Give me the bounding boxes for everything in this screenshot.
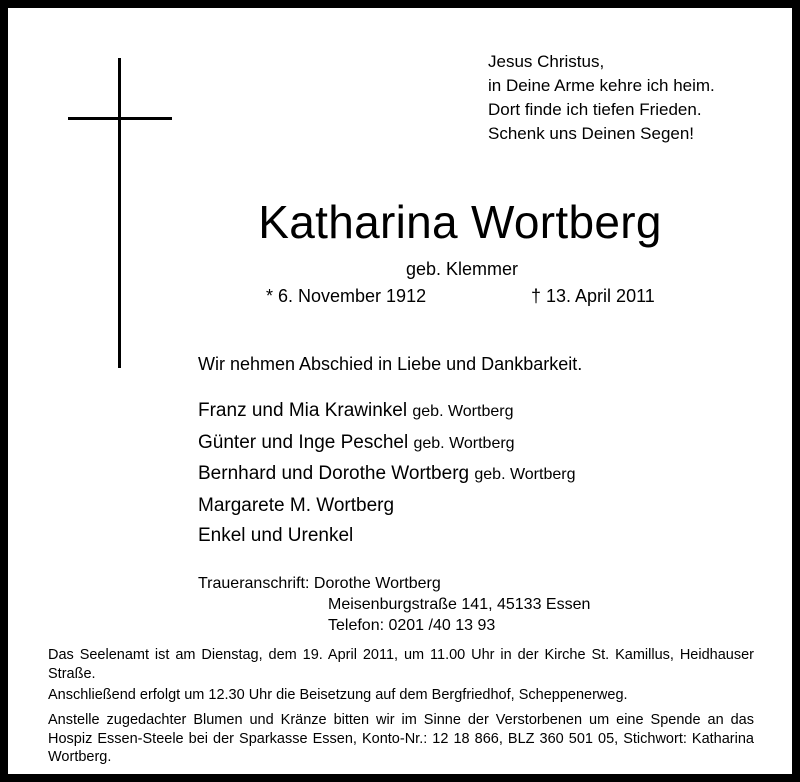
- family-member-names: Bernhard und Dorothe Wortberg: [198, 463, 470, 484]
- requiem-text: Das Seelenamt ist am Dienstag, dem 19. April 2011, um 11.00 Uhr in der Kirche St. Kamillus, Heidhauser Straße.: [48, 647, 754, 682]
- mourning-address: [198, 573, 590, 636]
- poem-line: Jesus Christus,: [488, 52, 605, 71]
- birth-date: * 6. November 1912: [266, 286, 427, 306]
- address-line: Traueranschrift: Dorothe Wortberg: [198, 575, 441, 592]
- family-list: [198, 396, 575, 552]
- maiden-name: geb. Klemmer: [406, 259, 519, 279]
- family-member-suffix: geb. Wortberg: [413, 434, 515, 452]
- poem-line: in Deine Arme kehre ich heim.: [488, 76, 715, 95]
- deceased-name: Katharina Wortberg: [258, 196, 662, 248]
- family-member-suffix: geb. Wortberg: [412, 403, 514, 420]
- farewell-text: Wir nehmen Abschied in Liebe und Dankbarkeit.: [198, 354, 583, 374]
- family-member-names: Franz und Mia Krawinkel: [198, 400, 408, 421]
- family-member-suffix: geb. Wortberg: [474, 466, 576, 483]
- family-member-names: Günter und Inge Peschel: [198, 431, 409, 453]
- family-member: [198, 491, 575, 522]
- poem-line: Schenk uns Deinen Segen!: [488, 124, 695, 143]
- poem: [488, 50, 715, 146]
- family-member: [198, 396, 575, 428]
- poem-line: Dort finde ich tiefen Frieden.: [488, 100, 702, 119]
- death-date: † 13. April 2011: [531, 286, 655, 306]
- family-member: [198, 428, 575, 460]
- family-member-names: Margarete M. Wortberg: [198, 494, 395, 516]
- cross-icon-crossbar: [68, 117, 172, 120]
- family-member: [198, 521, 575, 552]
- donation-text: Anstelle zugedachter Blumen und Kränze bitten wir im Sinne der Verstorbenen um eine Spende an das Hospiz Essen-Steele bei der Sparkasse Essen, Konto-Nr.: 12 18 866, BLZ 360 501 05, Stichwort: Katharina Wortberg.: [48, 712, 754, 765]
- address-line: Meisenburgstraße 141, 45133 Essen: [328, 596, 591, 613]
- burial-text: Anschließend erfolgt um 12.30 Uhr die Beisetzung auf dem Bergfriedhof, Scheppenerweg.: [48, 687, 628, 703]
- info-paragraph: [48, 646, 754, 683]
- info-paragraph: [48, 686, 754, 705]
- info-paragraph: [48, 711, 754, 767]
- address-line: Telefon: 0201 /40 13 93: [328, 617, 496, 634]
- family-member-names: Enkel und Urenkel: [198, 525, 354, 546]
- family-member: [198, 459, 575, 491]
